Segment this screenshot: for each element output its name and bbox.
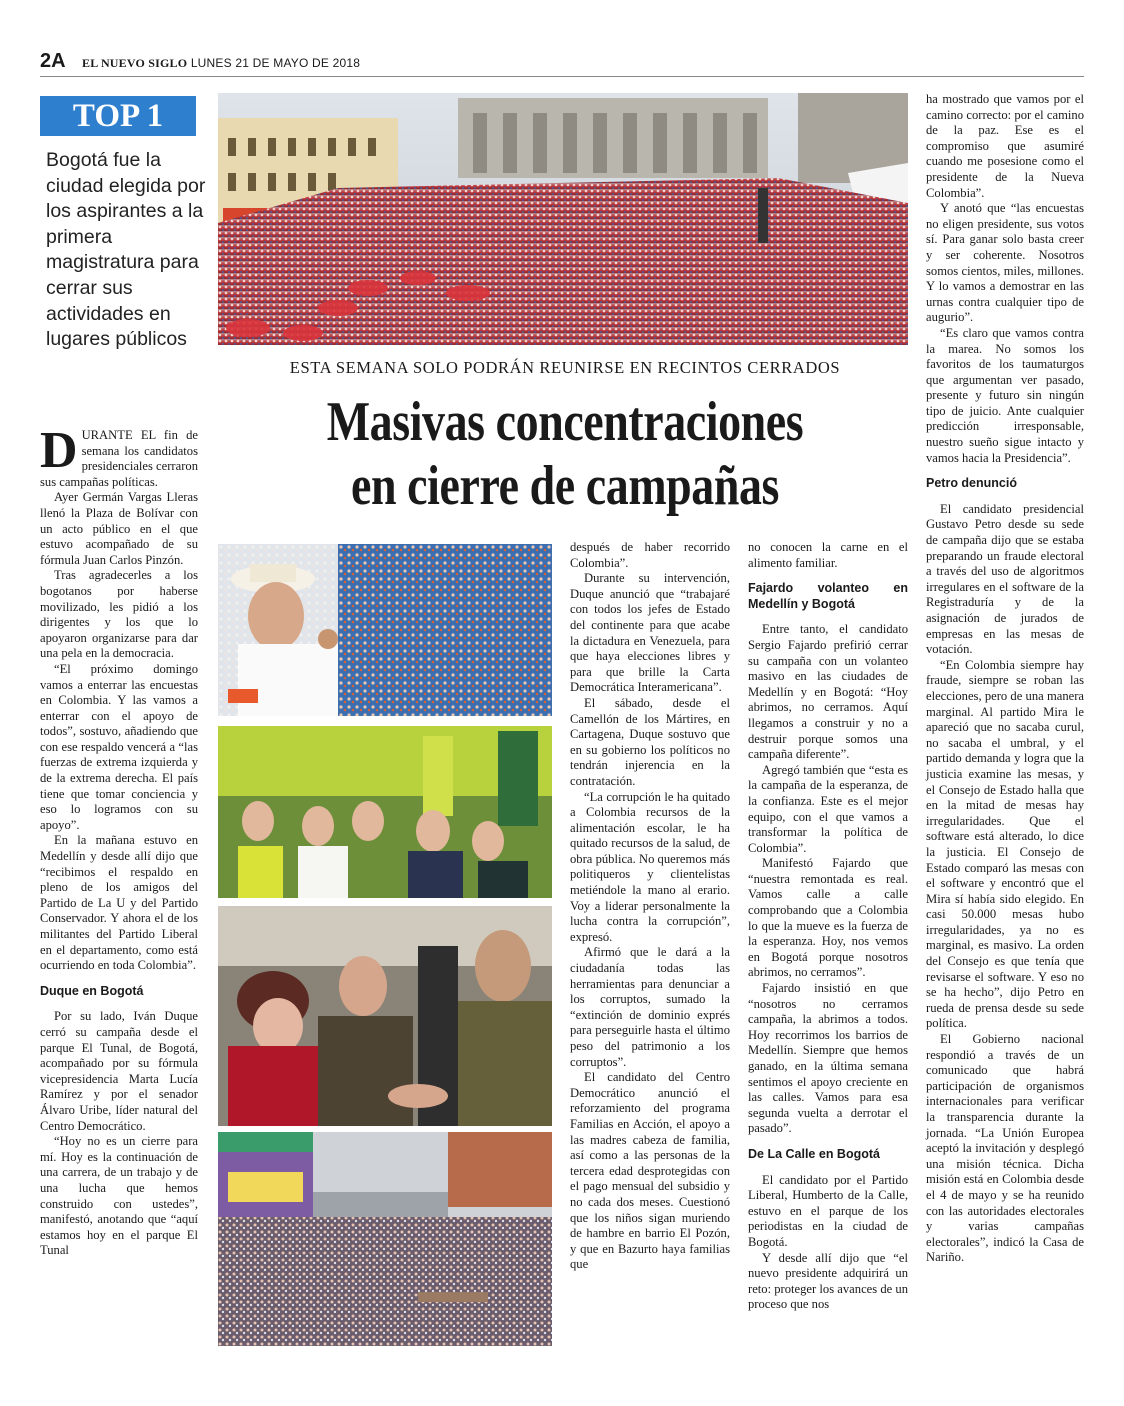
col1-paragraph: En la mañana estuvo en Medellín y desde allí dijo que “recibimos el respaldo en pleno de los amigos del Partido de La U y del Partido Conservador. Y ahora el de los militantes del Partido Liberal en el departamento, como está ocurriendo en toda Colombia”. bbox=[40, 833, 198, 973]
duque-speaking-photo bbox=[218, 544, 552, 716]
col4-paragraph: “En Colombia siempre hay fraude, siempre se roban las elecciones, pero de una manera marginal. Al partido Mira le apareció que no sacaba curul, no sacaba el umbral, y el partido demanda y logra que la justicia examine las mesas, y el Consejo de Estado halla que en la mitad de mesas hay irregularidades. Que el software está alterado, lo dice la justicia. El Consejo de Estado comparó las mesas con el software y encontró que el Mira sí había sido elegido. En casi 50.000 mesas hubo irregularidades, ya no es marginal, es masivo. La orden del Consejo es que tenía que revisarse el software. Y eso no se ha hecho”, dijo Petro en rueda de prensa desde su sede política. bbox=[926, 657, 1084, 1031]
top-badge: TOP 1 bbox=[40, 96, 196, 136]
petro-crowd-photo bbox=[218, 1132, 552, 1346]
column-2 bbox=[570, 540, 730, 1273]
headline-line-2: en cierre de campañas bbox=[351, 455, 779, 517]
col1-paragraph: “El próximo domingo vamos a enterrar las encuestas en Colombia. Y las vamos a enterrar con el apoyo de todos”, sostuvo, añadiendo que con ese respaldo vencerá a “las fuerzas de extrema izquierda y de la extrema derecha. El país tiene que tomar conciencia y eso lo logramos con su apoyo”. bbox=[40, 661, 198, 832]
col4-paragraph: “Es claro que vamos contra la marea. No somos los favoritos de los taumaturgos que argumentan ver pasado, presente y futuro sin ningún tipo de juicio. Ante cualquier predicción irresponsable, nuestro sueño sigue intacto y vamos hacia la Presidencia”. bbox=[926, 325, 1084, 465]
issue-date: LUNES 21 DE MAYO DE 2018 bbox=[190, 56, 361, 70]
col2-paragraph: El sábado, desde el Camellón de los Mártires, en Cartagena, Duque sostuvo que en su gobierno los políticos no tendrán injerencia en la contratación. bbox=[570, 695, 730, 788]
article-headline bbox=[282, 390, 848, 518]
col2-paragraph: El candidato del Centro Democrático anunció el reforzamiento del programa Familias en Acción, el apoyo a las madres cabeza de familia, así como a las personas de la tercera edad desprotegidas con el pago mensual del subsidio y no cada dos meses. Cuestionó que los niños sigan muriendo de hambre en barrio El Pozón, y que en Bazurto haya familias que bbox=[570, 1070, 730, 1272]
col4-paragraph: Y anotó que “las encuestas no eligen presidente, sus votos sí. Para ganar solo basta creer y ser coherente. Nosotros somos cientos, miles, millones. Y lo vamos a demostrar en las urnas contra cualquier tipo de augurio”. bbox=[926, 201, 1084, 325]
col2-paragraph: “La corrupción le ha quitado a Colombia recursos de la alimentación escolar, le ha quitado recursos de la salud, de obra pública. No queremos más politiqueros y clientelistas metiéndole la mano al erario. Voy a liderar personalmente la lucha contra la corrupción”, expresó. bbox=[570, 789, 730, 944]
col4-paragraph: El Gobierno nacional respondió a través de un comunicado que habrá participación de organismos internacionales para verificar la transparencia durante la jornada. “La Unión Europea aceptó la invitación y desplegó una misión técnica. Dicha misión está en Colombia desde el 4 de mayo y se ha reunido con las autoridades electorales y varias campañas electorales”, indicó la Casa de Nariño. bbox=[926, 1032, 1084, 1265]
col4-paragraph: ha mostrado que vamos por el camino correcto: por el camino de la paz. Ese es el compromiso que asumiré cuando me posesione como el presidente de la Nueva Colombia”. bbox=[926, 92, 1084, 200]
col1-paragraph: Por su lado, Iván Duque cerró su campaña desde el parque El Tunal, de Bogotá, acompañado por su fórmula vicepresidencia Marta Lucía Ramírez y por el senador Álvaro Uribe, líder natural del Centro Democrático. bbox=[40, 1009, 198, 1133]
headline-line-1: Masivas concentraciones bbox=[326, 391, 804, 453]
col2-paragraph: después de haber recorrido Colombia”. bbox=[570, 540, 730, 570]
col1-lead-paragraph bbox=[40, 422, 198, 490]
col3-paragraph: Entre tanto, el candidato Sergio Fajardo prefirió cerrar su campaña con un volanteo masivo en las ciudades de Medellín y en Bogotá: “Hoy abrimos, no cerramos. Aquí llegamos a construir y no a destruir porque somos una campaña diferente”. bbox=[748, 622, 908, 762]
header-rule bbox=[40, 76, 1084, 77]
subhead-duque: Duque en Bogotá bbox=[40, 983, 144, 998]
col2-paragraph: Afirmó que le dará a la ciudadanía todas las herramientas para denunciar a los corruptos, sumado la “extinción de dominio exprés para perseguirle hasta el último peso del patrimonio a los corruptos”. bbox=[570, 945, 730, 1069]
masthead bbox=[82, 56, 360, 71]
col3-paragraph: El candidato por el Partido Liberal, Humberto de la Calle, estuvo en el parque de los periodistas en la ciudad de Bogotá. bbox=[748, 1172, 908, 1249]
column-1 bbox=[40, 422, 198, 1259]
col3-paragraph: Manifestó Fajardo que “nuestra remontada es real. Vamos calle a calle comprobando que a Colombia lo que la mueve es la fuerza de la esperanza. Hoy, nos vemos en Bogotá porque nosotros abrimos, no cerramos”. bbox=[748, 856, 908, 980]
dropcap: D bbox=[40, 422, 78, 479]
col3-paragraph: Y desde allí dijo que “el nuevo presidente adquirirá un reto: proteger los avances de un proceso que nos bbox=[748, 1250, 908, 1312]
subhead-fajardo: Fajardo volanteo en Medellín y Bogotá bbox=[748, 581, 908, 611]
de-la-calle-photo bbox=[218, 906, 552, 1126]
col1-paragraph: Ayer Germán Vargas Lleras llenó la Plaza de Bolívar con un acto público en el que estuvo acompañado de su fórmula Juan Carlos Pinzón. bbox=[40, 490, 198, 567]
fajardo-campaign-photo bbox=[218, 726, 552, 898]
column-4 bbox=[926, 92, 1084, 1266]
page-number: 2A bbox=[40, 50, 66, 72]
newspaper-name: EL NUEVO SIGLO bbox=[82, 56, 188, 70]
col3-paragraph: no conocen la carne en el alimento familiar. bbox=[748, 540, 908, 570]
col1-paragraph: Tras agradecerles a los bogotanos por haberse movilizado, les pidió a los dirigentes y los que lo apoyaron organizarse para dar una pela en la democracia. bbox=[40, 568, 198, 661]
plaza-crowd-photo bbox=[218, 93, 908, 345]
col3-paragraph: Fajardo insistió en que “nosotros no cerramos campaña, la abrimos a todos. Hoy recorrimos los barrios de Medellín. Siempre que hemos ganado, en la última semana sentimos el apoyo creciente en las calles. Vamos para esa segunda vuelta a derrotar el pasado”. bbox=[748, 981, 908, 1136]
lead-caps: URANTE EL bbox=[81, 428, 156, 442]
teaser-text: Bogotá fue la ciudad elegida por los aspirantes a la primera magistratura para cerrar sus actividades en lugares públicos bbox=[46, 149, 206, 351]
col2-paragraph: Durante su intervención, Duque anunció que “trabajaré con todos los jefes de Estado del continente para que acabe la dictadura en Venezuela, para que haya elecciones libres y para que brille la Carta Democrática Interamericana”. bbox=[570, 571, 730, 695]
subhead-petro: Petro denunció bbox=[926, 476, 1017, 491]
column-3 bbox=[748, 540, 908, 1313]
article-kicker: ESTA SEMANA SOLO PODRÁN REUNIRSE EN RECINTOS CERRADOS bbox=[289, 358, 841, 377]
col1-lead-text: fin de semana los candidatos presidenciales cerraron sus campañas políticas. bbox=[40, 428, 198, 489]
col1-paragraph: “Hoy no es un cierre para mí. Hoy es la continuación de una carrera, de un trabajo y de una lucha que hemos construido con ustedes”, manifestó, anotando que “aquí estamos hoy en el parque El Tunal bbox=[40, 1134, 198, 1258]
col4-paragraph: El candidato presidencial Gustavo Petro desde su sede de campaña dijo que se estaba preparando un fraude electoral a través del uso de algoritmos irregulares en el software de la Registraduría y de la asignación de jurados de empresas en las mesas de votación. bbox=[926, 501, 1084, 657]
col3-paragraph: Agregó también que “esta es la campaña de la esperanza, de la confianza. Este es el mejor equipo, con el que vamos a transformar la política de Colombia”. bbox=[748, 762, 908, 855]
subhead-de-la-calle: De La Calle en Bogotá bbox=[748, 1146, 880, 1161]
